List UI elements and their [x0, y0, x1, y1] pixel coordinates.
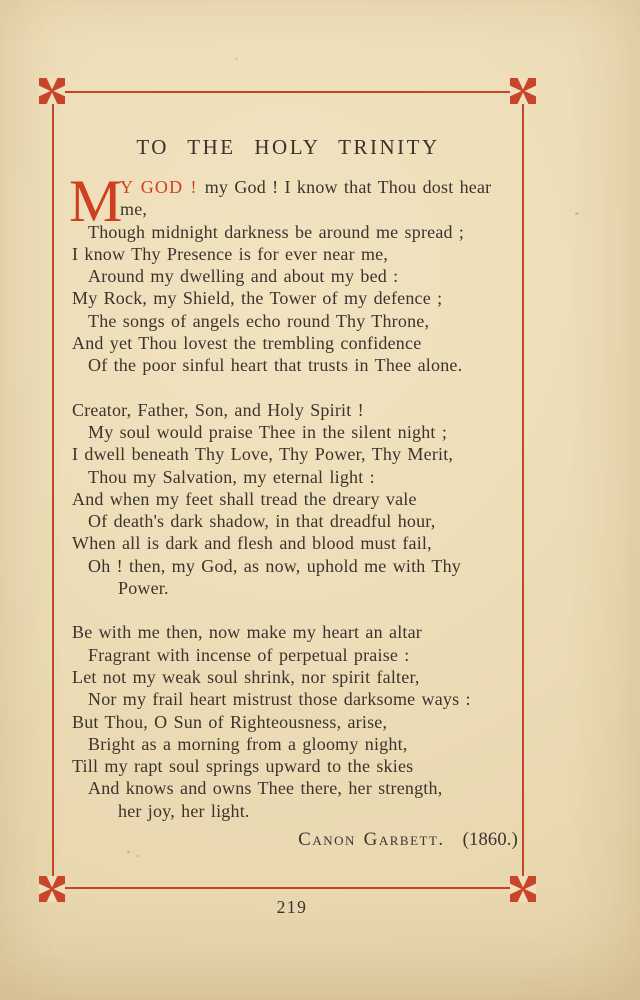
stanza-1 [69, 168, 524, 377]
attribution-line [72, 828, 524, 851]
poem-line: My Rock, my Shield, the Tower of my defence ; [72, 288, 443, 309]
poem-line: Though midnight darkness be around me spread ; [88, 221, 465, 242]
poem-line: Nor my frail heart mistrust those darksome ways : [88, 689, 471, 710]
poem-line: Thou my Salvation, my eternal light : [88, 466, 375, 487]
attribution-author: Canon Garbett. [298, 829, 445, 851]
red-lead-text: Y GOD ! [120, 177, 198, 197]
attribution-year: (1860.) [462, 830, 518, 851]
poem-line: I know Thy Presence is for ever near me, [72, 243, 389, 264]
poem-line: Of death's dark shadow, in that dreadful hour, [88, 511, 436, 532]
poem-line: Oh ! then, my God, as now, uphold me with Thy [88, 555, 461, 576]
paper-speck [575, 212, 579, 215]
poem-line: And knows and owns Thee there, her strength, [88, 778, 443, 799]
poem-line: Bright as a morning from a gloomy night, [88, 733, 408, 754]
stanza-2 [72, 399, 524, 600]
poem-line: Be with me then, now make my heart an altar [72, 622, 422, 643]
poem-line-text: my God ! I know that Thou dost hear [204, 177, 492, 197]
poem-line: The songs of angels echo round Thy Throne, [88, 310, 430, 331]
poem-body [69, 168, 524, 851]
stanza-1-lines [72, 221, 524, 377]
poem-line: Around my dwelling and about my bed : [88, 266, 399, 287]
poem-line: me, [120, 199, 148, 220]
page-number: 219 [276, 897, 308, 917]
paper-speck [127, 851, 130, 853]
poem-line: I dwell beneath Thy Love, Thy Power, Thy Merit, [72, 444, 454, 465]
poem-line: And yet Thou lovest the trembling confidence [72, 333, 422, 354]
maltese-cross-icon [39, 78, 65, 104]
paper-speck [137, 855, 139, 857]
stanza-3 [72, 621, 524, 822]
poem-line: Let not my weak soul shrink, nor spirit falter, [72, 666, 420, 687]
poem-line: And when my feet shall tread the dreary vale [72, 488, 417, 509]
drop-cap: M [69, 168, 123, 234]
poem-line: Creator, Father, Son, and Holy Spirit ! [72, 399, 364, 420]
poem-title: TO THE HOLY TRINITY [136, 135, 440, 159]
maltese-cross-icon [510, 78, 536, 104]
poem-line: Fragrant with incense of perpetual praise : [88, 644, 410, 665]
paper-speck [235, 57, 238, 60]
poem-line: Power. [118, 578, 169, 599]
poem-line: her joy, her light. [118, 800, 250, 821]
poem-line [120, 176, 524, 198]
poem-line: When all is dark and flesh and blood must fail, [72, 533, 432, 554]
poem-line: Till my rapt soul springs upward to the skies [72, 756, 414, 777]
poem-line: My soul would praise Thee in the silent night ; [88, 421, 448, 442]
poem-line: But Thou, O Sun of Righteousness, arise, [72, 711, 388, 732]
poem-line: Of the poor sinful heart that trusts in Thee alone. [88, 355, 463, 376]
